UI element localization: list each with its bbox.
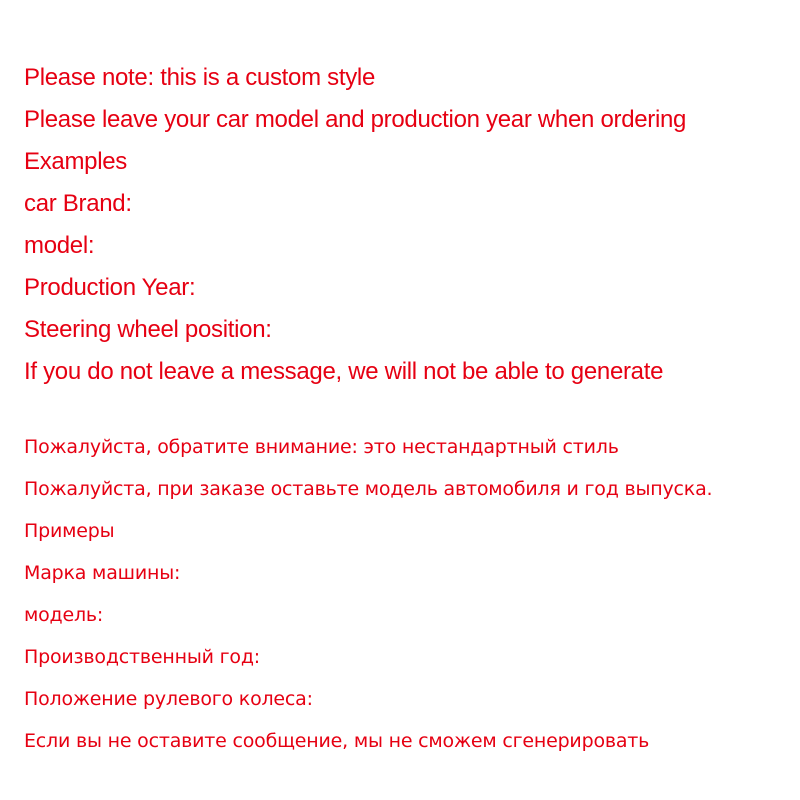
production-year-label-ru: Производственный год: [24,646,260,668]
model-label: model: [24,232,95,259]
order-instruction: Please leave your car model and production year when ordering [24,106,687,133]
custom-style-note: Please note: this is a custom style [24,64,376,91]
message-warning-ru: Если вы не оставите сообщение, мы не сможем сгенерировать [24,730,650,752]
steering-wheel-position-label: Steering wheel position: [24,316,272,343]
car-brand-label: car Brand: [24,190,132,217]
steering-wheel-position-label-ru: Положение рулевого колеса: [24,688,313,710]
custom-style-note-ru: Пожалуйста, обратите внимание: это нестандартный стиль [24,436,619,458]
message-warning: If you do not leave a message, we will not be able to generate [24,358,664,385]
order-instruction-ru: Пожалуйста, при заказе оставьте модель автомобиля и год выпуска. [24,478,713,500]
examples-heading-ru: Примеры [24,520,115,542]
car-brand-label-ru: Марка машины: [24,562,181,584]
model-label-ru: модель: [24,604,104,626]
production-year-label: Production Year: [24,274,196,301]
examples-heading: Examples [24,148,127,175]
